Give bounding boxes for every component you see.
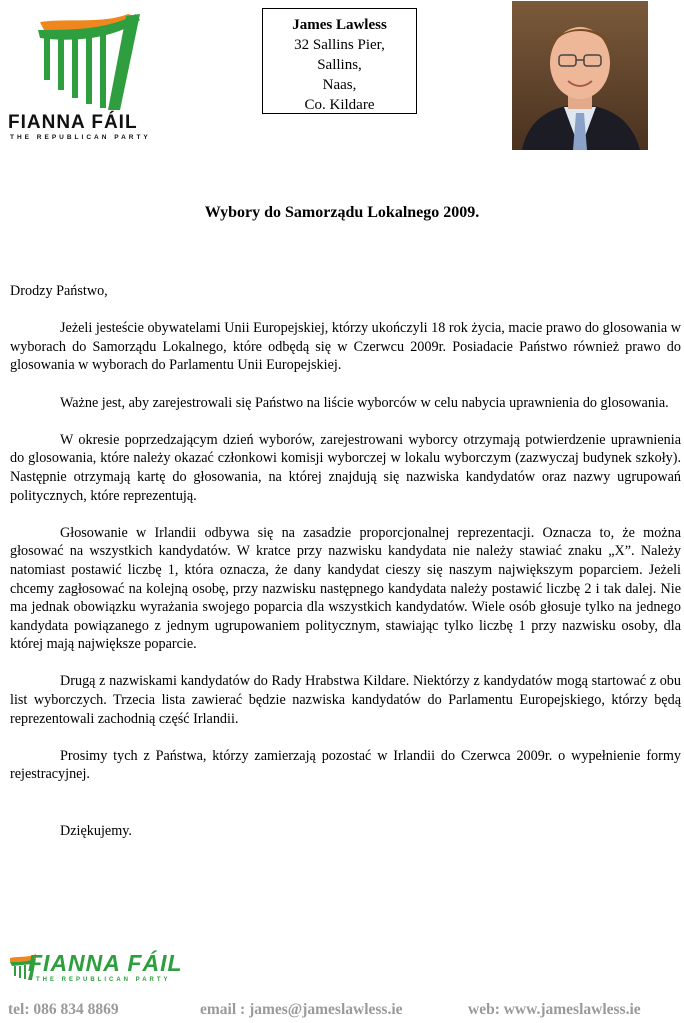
- address-box: [262, 8, 417, 114]
- paragraph: W okresie poprzedzającym dzień wyborów, zarejestrowani wyborcy otrzymają potwierdzenie uprawnienia do glosowania, które należy okazać członkowi komisji wyborczej w lokalu wyborczym (zazwyczaj budynek szkoły). Następnie otrzymają kartę do głosowania, na której znajdują się nazwiska kandydatów oraz nazwy ugrupowań politycznych, które reprezentują.: [10, 431, 681, 504]
- paragraph: Głosowanie w Irlandii odbywa się na zasadzie proporcjonalnej reprezentacji. Oznacza to, że można głosować na wszystkich kandydatów. W kratce przy nazwisku kandydata nie należy stawiać znaku „X”. Należy natomiast postawić liczbę 1, która oznacza, że dany kandydat cieszy się naszym największym poparciem. Jeżeli chcemy zagłosować na kolejną osobę, przy nazwisku następnego kandydata należy postawić liczbę 2 i tak dalej. Nie ma jednak obowiązku wyrażania swojego poparcia dla wszystkich kandydatów. Wiele osób głosuje tylko na jednego kandydata powiązanego z jednym ugrupowaniem politycznym, stawiając tylko liczbę 1 przy nazwisku osoby, dla której mają największe poparcie.: [10, 524, 681, 653]
- paragraph: Ważne jest, aby zarejestrowali się Państwo na liście wyborców w celu nabycia uprawnienia do glosowania.: [60, 394, 669, 411]
- address-line: Co. Kildare: [304, 97, 375, 113]
- paragraph: Prosimy tych z Państwa, którzy zamierzają pozostać w Irlandii do Czerwca 2009r. o wypełnienie formy rejestracyjnej.: [10, 747, 681, 783]
- address-name: James Lawless: [292, 17, 387, 33]
- fianna-fail-logo: [8, 6, 178, 146]
- footer-tel: tel: 086 834 8869: [8, 1001, 119, 1018]
- footer-logo-wordmark: FIANNA FÁIL: [28, 950, 183, 976]
- harp-icon: [8, 6, 178, 116]
- address-line: Naas,: [322, 77, 357, 93]
- footer-logo-tagline: THE REPUBLICAN PARTY: [36, 977, 171, 983]
- candidate-photo: [512, 1, 648, 150]
- greeting: Drodzy Państwo,: [10, 283, 108, 299]
- address-line: Sallins,: [317, 57, 362, 73]
- closing: Dziękujemy.: [60, 823, 132, 840]
- letter-body: [10, 282, 681, 841]
- paragraph: Drugą z nazwiskami kandydatów do Rady Hrabstwa Kildare. Niektórzy z kandydatów mogą startować z obu list wyborczych. Trzecia lista zawierać będzie nazwiska kandydatów do Parlamentu Europejskiego, którzy będą reprezentowali zachodnią część Irlandii.: [10, 673, 681, 727]
- paragraph: Jeżeli jesteście obywatelami Unii Europejskiej, którzy ukończyli 18 rok życia, macie prawo do glosowania w wyborach do Samorządu Lokalnego, które odbędą się w Czerwcu 2009r. Posiadacie Państwo również prawo do glosowania w wyborach do Parlamentu Unii Europejskiej.: [10, 320, 681, 374]
- logo-wordmark: FIANNA FÁIL: [8, 112, 138, 133]
- footer-email[interactable]: email : james@jameslawless.ie: [200, 1001, 403, 1018]
- document-title: Wybory do Samorządu Lokalnego 2009.: [204, 204, 480, 221]
- fianna-fail-footer-logo: [8, 950, 208, 990]
- footer-web[interactable]: web: www.jameslawless.ie: [468, 1001, 641, 1018]
- logo-tagline: THE REPUBLICAN PARTY: [10, 134, 151, 141]
- address-line: 32 Sallins Pier,: [294, 37, 385, 53]
